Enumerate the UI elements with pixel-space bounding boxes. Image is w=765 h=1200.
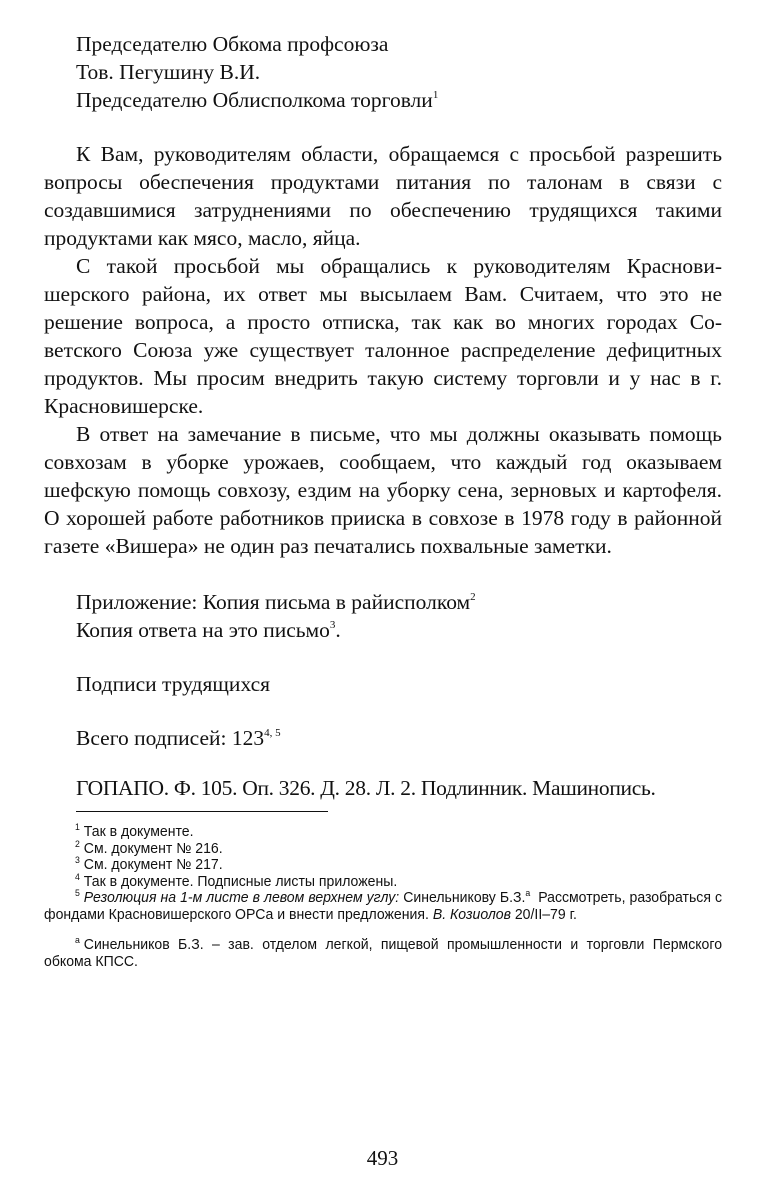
- signatures-label: Подписи трудящихся: [76, 672, 271, 696]
- footnote-mark: 4: [75, 871, 80, 882]
- body-paragraph: К Вам, руководителям области, обращаемся с просьбой разрешить вопросы обеспечения продуктами питания по талонам в связи с создавшимися затруднениями по обеспечению трудящихся такими продуктами как мясо, масло, яйца.: [44, 142, 722, 250]
- punctuation: .: [335, 618, 341, 642]
- document-page: [44, 30, 722, 970]
- footnote-item: [44, 890, 722, 923]
- footnote-text: См. документ № 217.: [83, 857, 223, 873]
- footnote-text: Так в документе. Подписные листы приложены.: [83, 873, 398, 890]
- appendix-text: Копия ответа на это письмо: [76, 618, 330, 642]
- footnote-item: [44, 871, 722, 891]
- total-text: Всего подписей: 123: [76, 726, 265, 750]
- archive-source: ГОПАПО. Ф. 105. Оп. 326. Д. 28. Л. 2. Подлинник. Машинопись.: [76, 776, 656, 800]
- footnote-divider: [76, 811, 328, 812]
- footnote-ref[interactable]: 2: [470, 591, 476, 603]
- footnote-item: [44, 824, 722, 841]
- editorial-note: [44, 937, 722, 970]
- addressee-text: Председателю Облисполкома торговли: [76, 88, 433, 112]
- footnote-ref[interactable]: 4, 5: [264, 727, 281, 739]
- addressee-text: Председателю Обкома профсоюза: [76, 32, 389, 56]
- footnote-item: [44, 838, 722, 858]
- addressee-line: [76, 30, 722, 58]
- signer-name: В. Козиолов: [432, 906, 511, 923]
- letter-body: [44, 140, 722, 560]
- address-block: [76, 30, 722, 114]
- addressee-line: [76, 58, 722, 86]
- editorial-note-text: Синельников Б.З. – зав. отделом легкой, пищевой промышленности и торговли Пермского обкома КПСС.: [44, 937, 723, 970]
- footnote-text: Синельникову Б.З.: [399, 890, 526, 906]
- appendix-line-2: [76, 616, 722, 644]
- footnote-text: Рассмотреть, разобраться с фондами Красновишерского ОРСа и внести предложения.: [44, 890, 723, 923]
- footnote-mark: 5: [75, 888, 80, 898]
- body-paragraph: В ответ на замечание в письме, что мы должны оказывать помощь совхозам в уборке урожаев, сообщаем, что каждый год оказываем шефскую помощь совхозу, ездим на уборку сена, зерновых и картофеля. О хорошей работе работников прииска в совхозе в 1978 году в районной газете «Вишера» не один раз печатались похвальные заметки.: [44, 422, 722, 558]
- footnote-item: [44, 857, 722, 874]
- footnotes: [44, 824, 722, 970]
- footnote-ref[interactable]: 1: [432, 89, 439, 101]
- body-paragraph: С такой просьбой мы обращались к руководителям Красновишерского района, их ответ мы высылаем Вам. Считаем, что это не решение вопроса, а просто отписка, так как во многих городах Советского Союза уже существует талонное распределение дефицитных продуктов. Мы просим внедрить такую систему торговли и у нас в г. Красновишерске.: [44, 254, 722, 418]
- appendix-line-1: [76, 588, 722, 616]
- footnote-mark: 1: [75, 822, 80, 832]
- footnote-mark: 2: [75, 838, 80, 849]
- page-number: 493: [366, 1146, 399, 1170]
- total-signatures: [76, 724, 722, 752]
- addressee-text: Тов. Пегушину В.И.: [76, 60, 261, 84]
- editorial-note-ref[interactable]: a: [525, 888, 531, 898]
- footnote-text: См. документ № 216.: [83, 840, 223, 857]
- editorial-note-mark: a: [75, 935, 80, 945]
- resolution-date: 20/II–79 г.: [510, 906, 577, 923]
- addressee-line: [76, 86, 722, 114]
- footnote-mark: 3: [75, 855, 80, 865]
- resolution-label: Резолюция на 1-м листе в левом верхнем углу:: [83, 890, 400, 906]
- footnote-ref[interactable]: 3: [329, 619, 336, 631]
- footnote-text: Так в документе.: [83, 824, 194, 840]
- appendix-text: Приложение: Копия письма в райисполком: [76, 590, 471, 614]
